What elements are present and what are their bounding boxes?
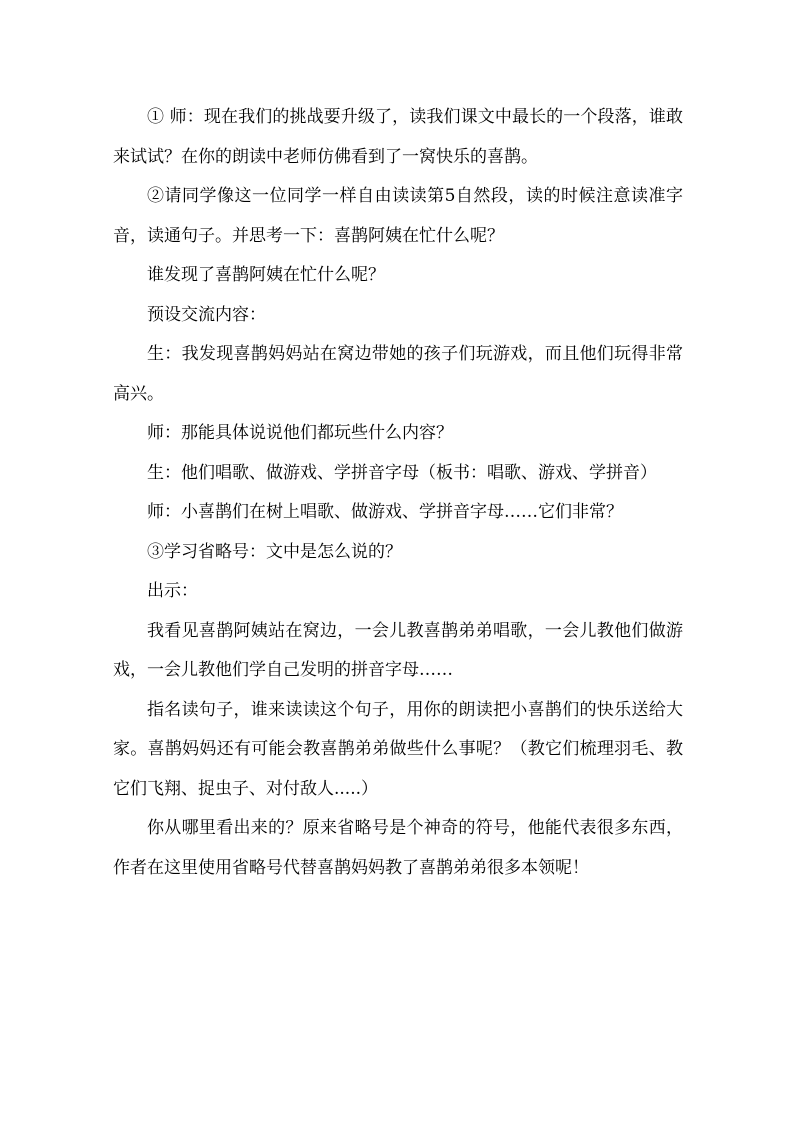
paragraph-12: 指名读句子，谁来读读这个句子，用你的朗读把小喜鹊们的快乐送给大家。喜鹊妈妈还有可能会教喜鹊弟弟做些什么事呢？（教它们梳理羽毛、教它们飞翔、捉虫子、对付敌人.....） [113, 699, 683, 799]
paragraph-6: 师：那能具体说说他们都玩些什么内容？ [147, 423, 453, 443]
paragraph-7: 生：他们唱歌、做游戏、学拼音字母（板书：唱歌、游戏、学拼音） [147, 462, 657, 483]
paragraph-3: 谁发现了喜鹊阿姨在忙什么呢？ [147, 265, 385, 285]
paragraph-5: 生：我发现喜鹊妈妈站在窝边带她的孩子们玩游戏，而且他们玩得非常高兴。 [113, 344, 683, 404]
paragraph-11: 我看见喜鹊阿姨站在窝边，一会儿教喜鹊弟弟唱歌，一会儿教他们做游戏，一会儿教他们学自己发明的拼音字母…… [113, 620, 683, 680]
paragraph-4: 预设交流内容： [147, 304, 266, 325]
paragraph-8: 师：小喜鹊们在树上唱歌、做游戏、学拼音字母……它们非常？ [147, 502, 623, 522]
paragraph-10: 出示： [147, 581, 198, 601]
paragraph-9: ③学习省略号：文中是怎么说的？ [147, 541, 402, 562]
document-body [113, 98, 683, 888]
paragraph-1: ① 师：现在我们的挑战要升级了，读我们课文中最长的一个段落，谁敢来试试？在你的朗读中老师仿佛看到了一窝快乐的喜鹊。 [113, 107, 683, 167]
paragraph-13: 你从哪里看出来的？原来省略号是个神奇的符号，他能代表很多东西，作者在这里使用省略号代替喜鹊妈妈教了喜鹊弟弟很多本领呢！ [113, 818, 683, 878]
paragraph-2: ②请同学像这一位同学一样自由读读第5自然段，读的时候注意读准字音，读通句子。并思考一下：喜鹊阿姨在忙什么呢？ [113, 186, 683, 246]
